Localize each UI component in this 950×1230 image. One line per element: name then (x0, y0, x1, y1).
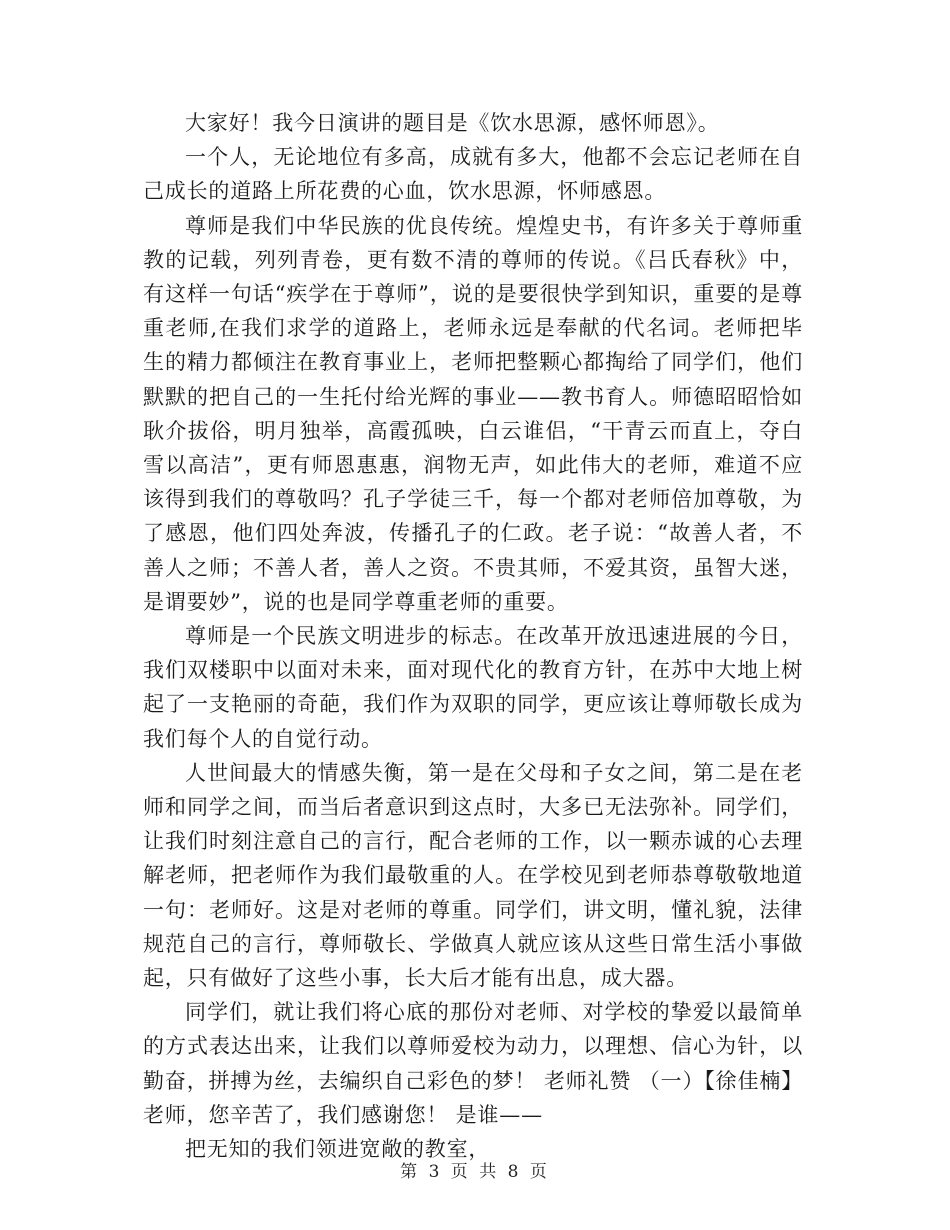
paragraph-intro: 一个人，无论地位有多高，成就有多大，他都不会忘记老师在自己成长的道路上所花费的心血，饮水思源，怀师感恩。 (143, 145, 803, 204)
paragraph-civilization: 尊师是一个民族文明进步的标志。在改革开放迅速进展的今日，我们双楼职中以面对未来，面对现代化的教育方针，在苏中大地上树起了一支艳丽的奇葩，我们作为双职的同学，更应该让尊师敬长成为我们每个人的自觉行动。 (143, 624, 803, 751)
document-body (143, 106, 803, 1166)
paragraph-greeting: 大家好！我今日演讲的题目是《饮水思源，感怀师恩》。 (185, 111, 720, 135)
page-number-footer: 第 3 页 共 8 页 (400, 1162, 550, 1182)
paragraph-emotion: 人世间最大的情感失衡，第一是在父母和子女之间，第二是在老师和同学之间，而当后者意识到这点时，大多已无法弥补。同学们，让我们时刻注意自己的言行，配合老师的工作，以一颗赤诚的心去理解老师，把老师作为我们最敬重的人。在学校见到老师恭尊敬敬地道一句：老师好。这是对老师的尊重。同学们，讲文明，懂礼貌，法律规范自己的言行，尊师敬长、学做真人就应该从这些日常生活小事做起，只有做好了这些小事，长大后才能有出息，成大器。 (143, 760, 803, 991)
paragraph-poem-line: 把无知的我们领进宽敞的教室， (185, 1137, 491, 1162)
paragraph-tradition: 尊师是我们中华民族的优良传统。煌煌史书，有许多关于尊师重教的记载，列列青卷，更有数不清的尊师的传说。《吕氏春秋》中，有这样一句话“疾学在于尊师”，说的是要很快学到知识，重要的是尊重老师,在我们求学的道路上，老师永远是奉献的代名词。老师把毕生的精力都倾注在教育事业上，老师把整颗心都掏给了同学们，他们默默的把自己的一生托付给光辉的事业——教书育人。师德昭昭恰如耿介拔俗，明月独举，高霞孤映，白云谁侣，“干青云而直上，夺白雪以高洁”，更有师恩惠惠，润物无声，如此伟大的老师，难道不应该得到我们的尊敬吗？孔子学徒三千，每一个都对老师倍加尊敬，为了感恩，他们四处奔波，传播孔子的仁政。老子说：“故善人者，不善人之师；不善人者，善人之资。不贵其师，不爱其资，虽智大迷，是谓要妙”，说的也是同学尊重老师的重要。 (143, 213, 803, 614)
paragraph-conclusion: 同学们，就让我们将心底的那份对老师、对学校的挚爱以最简单的方式表达出来，让我们以尊师爱校为动力，以理想、信心为针，以勤奋，拼搏为丝，去编织自己彩色的梦！ 老师礼赞 （一）【徐佳楠】 老师，您辛苦了，我们感谢您！ 是谁—— (143, 1000, 803, 1127)
